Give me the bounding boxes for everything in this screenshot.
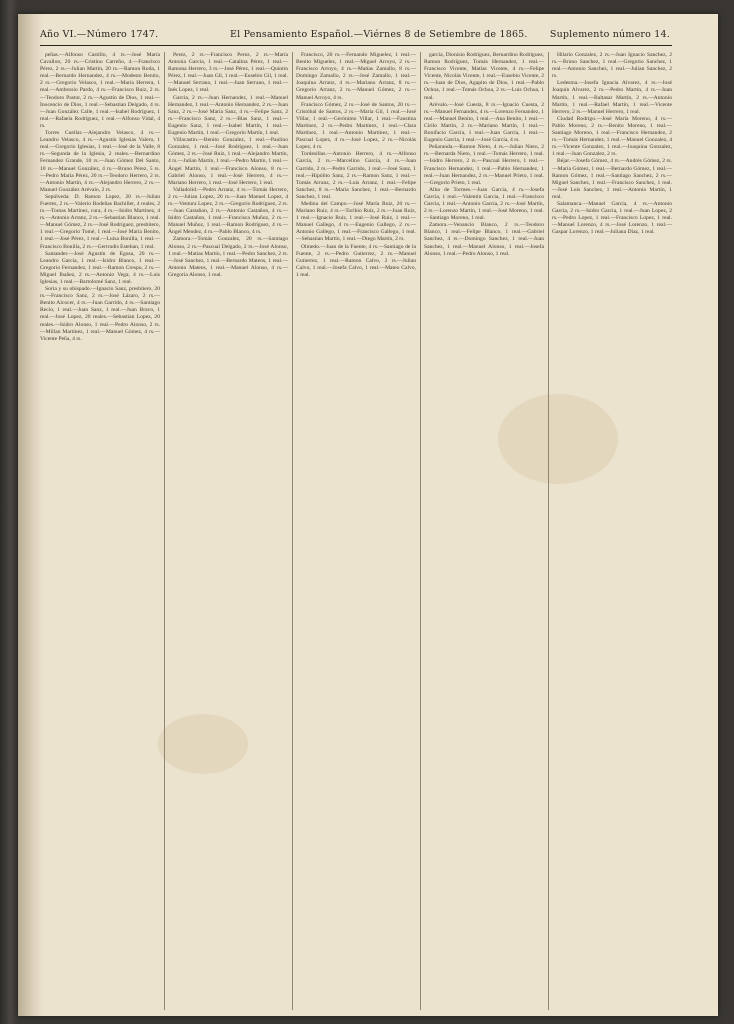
column-5 <box>552 52 672 1010</box>
issue-number: Año VI.—Número 1747. <box>40 29 159 40</box>
column-paragraph: Béjar.—Josefa Gómez, 4 rs.—Andrés Gómez, 2 rs.—María Gómez, 1 real.—Bernardo Gómez, 1 real.—Ramon Gómez, 1 real.—Santiago Sanchez, 2 rs.—Miguel Sanchez, 1 real.—Francisco Sanchez, 1 real.—José Luis Sanchez, 1 real.—Antonio Martín, 1 real. <box>552 158 672 200</box>
column-paragraph: Olmedo.—Juan de la Fuente, 4 rs.—Santiago de la Fuente, 2 rs.—Pedro Gutierrez, 2 rs.—Manuel Gutierrez, 1 real.—Ramon Calvo, 2 rs.—Julian Calvo, 1 real.—Josefa Calvo, 1 real.—Mateo Calvo, 1 real. <box>296 243 416 278</box>
column-paragraph: Villacastin.—Benito Gonzalez, 1 real.—Paulino Gonzalez, 1 real.—José Rodríguez, 1 real.—Juan Gómez, 2 rs.—José Ruiz, 1 real.—Alejandro Martín, 4 rs.—Julian Martín, 1 real.—Pedro Martín, 1 real.—Ángel Martín, 1 real.—Francisco Alonso, 8 rs.—Gabriel Alonso, 1 real.—José Herrero, 4 rs.—Mariano Herrero, 1 real.—José Herrero, 1 real. <box>168 137 288 186</box>
column-paragraph: Zamora.—Venancio Blanco, 2 rs.—Teodoro Blanco, 1 real.—Felipe Blanco, 1 real.—Gabriel Sanchez, 4 rs.—Domingo Sanchez, 1 real.—Juan Sanchez, 1 real.—Manuel Alonso, 1 real.—Josefa Alonso, 1 real.—Pedro Alonso, 1 real. <box>424 222 544 257</box>
column-paragraph: peñas.—Alfonso Castillo, 4 rs.—José María Cavallon, 20 rs.—Cristino Carreño, 4.—Francisco Pérez, 2 rs.—Julian Martín, 20 rs.—Ramon Roda, 1 real.—Bernardo Hernandez, 4 rs.—Modesto Benito, 2 rs.—Gregorio Velasco, 1 real.—María Herrera, 1 real.—Ambrosio Pardo, 4 rs.—Francisco Ruiz, 2 rs.—Teodoro Pastor, 2 rs.—Agustín de Dios, 1 real.—Inocencio de Dios, 1 real.—Sebastian Delgado, 4 rs.—Juan González Calle, 1 real.—Isabel Rodríguez, 1 real.—Rafaela Rodríguez, 1 real.—Alfonso Vidal, 4 rs. <box>40 52 160 129</box>
column-divider <box>292 52 293 1010</box>
column-paragraph: Zamora.—Tomás Gonzalez, 20 rs.—Santiago Alonso, 2 rs.—Pascual Delgado, 2 rs.—José Alonso, 1 real.—Matías Martín, 1 real.—Pedro Sanchez, 2 rs.—José Sanchez, 1 real.—Bernardo Mateos, 1 real.—Antonio Mateos, 1 real.—Manuel Alonso, 4 rs.—Gregoria Alonso, 1 real. <box>168 236 288 278</box>
column-paragraph: Garcia, 2 rs.—Juan Hernandez, 1 real.—Manuel Hernandez, 1 real.—Antonio Hernandez, 2 rs.—Juan Sanz, 2 rs.—José María Sanz, 4 rs.—Felipe Sanz, 2 rs.—Francisco Sanz, 2 rs.—Blas Sanz, 1 real.—Eugenio Sanz, 1 real.—Isabel Martín, 1 real.—Eugenio Martín, 1 real.—Gregorio Martín, 1 real. <box>168 94 288 137</box>
column-paragraph: Sepúlveda: D. Ramon Lopez, 20 rs.—Julian Fuertes, 2 rs.—Valerio Bodeñas Bachiller, 4 reales, 2 rs.—Tomas Martínez, cura, 4 rs.—Isidro Martinez, 4 rs.—Antonio Arranz, 2 rs.—Sebastian Blanco, 1 real.—Manuel Gómez, 2 rs.—José Rodríguez, presbítero, 1 real.—Gregorio Tomé, 1 real.—José María Benito, 1 real.—José Pérez, 1 real.—Luisa Bonilla, 1 real.—Francisco Bonilla, 2 rs.—Gertrudis Esteban, 1 real. <box>40 193 160 250</box>
column-divider <box>420 52 421 1010</box>
page-header <box>40 29 670 43</box>
column-3 <box>296 52 416 1010</box>
column-paragraph: Valladolid.—Pedro Arranz, 4 rs.—Tomás Herrero, 2 rs.—Julian Lopez, 20 rs.—Juan Manuel Lopez, 4 rs.—Ventura Lopez, 2 rs.—Gregorio Rodríguez, 2 rs.—Juan Castañon, 2 rs.—Antonio Castañon, 4 rs.—Isidro Castañon, 1 real.—Francisca Muñoz, 2 rs.—Manuel Muñoz, 1 real.—Ramon Rodríguez, 4 rs.—Ángel Mendez, 4 rs.—Pablo Blanco, 4 rs. <box>168 186 288 236</box>
column-paragraph: Tordesillas.—Antonio Herrero, 4 rs.—Alfonso García, 2 rs.—Marcelino García, 4 rs.—Juan Garrido, 2 rs.—Pedro Garrido, 1 real.—José Sanz, 1 real.—Hipólito Sanz, 2 rs.—Ramon Sanz, 1 real.—Tomás Arranz, 2 rs.—Luis Arranz, 1 real.—Felipe Sanchez, 8 rs.—María Sanchez, 1 real.—Bernardo Sanchez, 1 real. <box>296 151 416 200</box>
column-divider <box>548 52 549 1010</box>
column-1 <box>40 52 160 1010</box>
column-paragraph: Arévalo.—José Cuesta, 8 rs.—Ignacio Cuesta, 2 rs.—Manuel Fernandez, 4 rs.—Lorenzo Fernandez, 1 real.—Manuel Benito, 1 real.—Ana Benito, 1 real.—Cirilo Martín, 2 rs.—Mariano Martín, 1 real.—Bonifacio García, 1 real.—Juan García, 1 real.—Eugenio García, 1 real.—José García, 4 rs. <box>424 101 544 144</box>
column-paragraph: Alba de Tormes.—Juan Garcia, 4 rs.—Josefa Garcia, 1 real.—Valentin Garcia, 1 real.—Francisco Garcia, 1 real.—Antonio Garcia, 2 rs.—José Martín, 2 rs.—Lorenzo Martín, 1 real.—José Moreno, 1 real.—Santiago Moreno, 1 real. <box>424 186 544 222</box>
column-paragraph: Francisco, 20 rs.—Fernando Miguelez, 1 real.—Benito Miguelez, 1 real.—Miguel Arroyo, 2 rs.—Francisco Arroyo, 4 rs.—Matías Zamallo, 8 rs.—Domingo Zamallo, 2 rs.—José Zamallo, 1 real.—Joaquina Arranz, 4 rs.—Mariano Arranz, 8 rs.—Gregorio Arranz, 2 rs.—Manuel Gómez, 2 rs.—Manuel Arroyo, 4 rs. <box>296 52 416 101</box>
column-4 <box>424 52 544 1010</box>
column-paragraph: Salamanca.—Manuel Garcia, 4 rs.—Antonio Garcia, 2 rs.—Isidro Garcia, 1 real.—Juan Lopez, 2 rs.—Pedro Lopez, 1 real.—Francisco Lopez, 1 real.—Manuel Lorenzo, 4 rs.—José Lorenzo, 1 real.—Gaspar Lorenzo, 1 real.—Juliana Díaz, 1 real. <box>552 200 672 236</box>
column-paragraph: Hilario Gonzalez, 2 rs.—Juan Ignacio Sanchez, 2 rs.—Bruno Sanchez, 1 real.—Gregorio Sanchez, 1 real.—Antonio Sanchez, 1 real.—Julian Sanchez, 2 rs. <box>552 52 672 80</box>
column-paragraph: Ledesma.—Josefa Ignacia Alvarez, 4 rs.—José Joaquín Alvarez, 2 rs.—Pedro Martín, 4 rs.—Juan Martín, 1 real.—Baltasar Martín, 2 rs.—Antonio Martín, 1 real.—Rafael Martín, 1 real.—Vicente Herrero, 2 rs.—Manuel Herrero, 1 real. <box>552 80 672 115</box>
column-paragraph: garcia, Dionisio Rodríguez, Bernardino Rodríguez, Ramon Rodríguez, Tomás Hernandez, 1 real.—Francisco Vicente, Matías Vicente, 4 rs.—Felipe Vicente, Nicolás Vicente, 1 real.—Eusebio Vicente, 2 rs.—Juan de Dios, Agapito de Dios, 1 real.—Pablo Ochoa, 1 real.—Tomás Ochoa, 2 rs.—Luis Ochoa, 1 real. <box>424 52 544 101</box>
text-columns <box>40 52 672 1012</box>
supplement-number: Suplemento número 14. <box>549 29 670 40</box>
column-paragraph: Soria y su obispado.—Ignacio Sanz, presbítero, 20 rs.—Francisco Sanz, 2 rs.—José Lázaro, 2 rs.—Benito Alcocer, 4 rs.—Juan Garrido, 4 rs.—Santiago Recio, 1 real.—Juan Sanz, 1 real.—Juan Bravo, 1 real.—José Lopez, 20 reales.—Sebastian Lopez, 20 reales.—Isidro Alonso, 1 real.—Pedro Alonso, 2 rs.—Millan Martínez, 1 real.—Manuel Gómez, 4 rs.—Vicente Peña, 4 rs. <box>40 286 160 342</box>
header-rule <box>40 45 672 46</box>
column-paragraph: Perez, 2 rs.—Francisco Perez, 2 rs.—María Antonia Garcia, 1 real.—Catalina Pérez, 1 real.—Ramona Herrero, 3 rs.—José Pérez, 1 real.—Quintín Pérez, 1 real.—Juan Gil, 1 real.—Eusebio Gil, 1 real.—Manuel Serrano, 1 real.—Juan Serrano, 1 real.—Inés Lopez, 1 real. <box>168 52 288 94</box>
column-paragraph: Torres Cuellar.—Alejandro Velasco, 4 rs.—Leandro Velasco, 4 rs.—Agustín Iglesias Valero, 1 real.—Gregorio Iglesias, 1 real.—José de la Valle, 8 rs.—Segunda de la Iglesia, 2 reales.—Bernardino Fernandez Grande, 10 rs.—Juan Gómez Del Santo, 10 rs.—Manuel González, 4 rs.—Bruno Pérez, 5 rs.—Pedro María Pérez, 20 rs.—Teodoro Herrero, 2 rs.—Antonio Martín, 4 rs.—Alejandro Herrero, 2 rs.—Manuel González Arévalo, 2 rs. <box>40 130 160 193</box>
column-2 <box>168 52 288 1010</box>
column-paragraph: Santander.—José Agustín de Egusa, 20 rs.—Leandro Garcia, 1 real.—Isidro Blanco, 1 real.—Gregorio Fernandez, 1 real.—Ramon Crespo, 2 rs.—Miguel Ibañez, 2 rs.—Antonio Vega, 4 rs.—Luis Iglesias, 1 real.—Bartolomé Sanz, 1 real. <box>40 250 160 285</box>
column-divider <box>164 52 165 1010</box>
column-paragraph: Peñaranda.—Ramon Nieto, 4 rs.—Julian Nieto, 2 rs.—Bernarda Nieto, 1 real.—Tomás Herrero, 1 real.—Isidro Herrero, 2 rs.—Pascual Herrero, 1 real.—Francisco Hernandez, 1 real.—Pablo Hernandez, 1 real.—Juan Hernandez, 2 rs.—Manuel Prieto, 1 real.—Gregorio Prieto, 1 real. <box>424 144 544 186</box>
column-paragraph: Ciudad Rodrigo.—José María Moreno, 4 rs.—Pablo Moreno, 2 rs.—Benito Moreno, 1 real.—Santiago Moreno, 1 real.—Francisco Hernandez, 2 rs.—Tomás Hernandez, 1 real.—Manuel Gonzalez, 4 rs.—Vicente Gonzalez, 1 real.—Joaquina Gonzalez, 1 real.—Juan Gonzalez, 2 rs. <box>552 115 672 158</box>
masthead-date: El Pensamiento Español.—Viérnes 8 de Setiembre de 1865. <box>230 29 528 40</box>
column-paragraph: Francisco Gómez, 2 rs.—José de Santos, 20 rs.—Cristóbal de Santos, 2 rs.—María Gil, 1 real.—José Villar, 1 real.—Gerónimo Villar, 1 real.—Faustina Martínez, 2 rs.—Pedro Martínez, 1 real.—Clara Martínez, 1 real.—Antonio Martínez, 1 real.—Pascual Lopez, 4 rs.—José Lopez, 2 rs.—Nicolás Lopez, 4 rs. <box>296 101 416 151</box>
column-paragraph: Medina del Campo.—José María Ruiz, 20 rs.—Mariano Ruiz, 4 rs.—Toribio Ruiz, 2 rs.—Juan Ruiz, 1 real.—Ignacio Ruiz, 1 real.—José Ruiz, 1 real.—Manuel Gallego, 4 rs.—Eugenio Gallego, 2 rs.—Antonio Gallego, 1 real.—Francisco Gallego, 1 real.—Sebastian Martín, 1 real.—Diego Martín, 2 rs. <box>296 200 416 243</box>
